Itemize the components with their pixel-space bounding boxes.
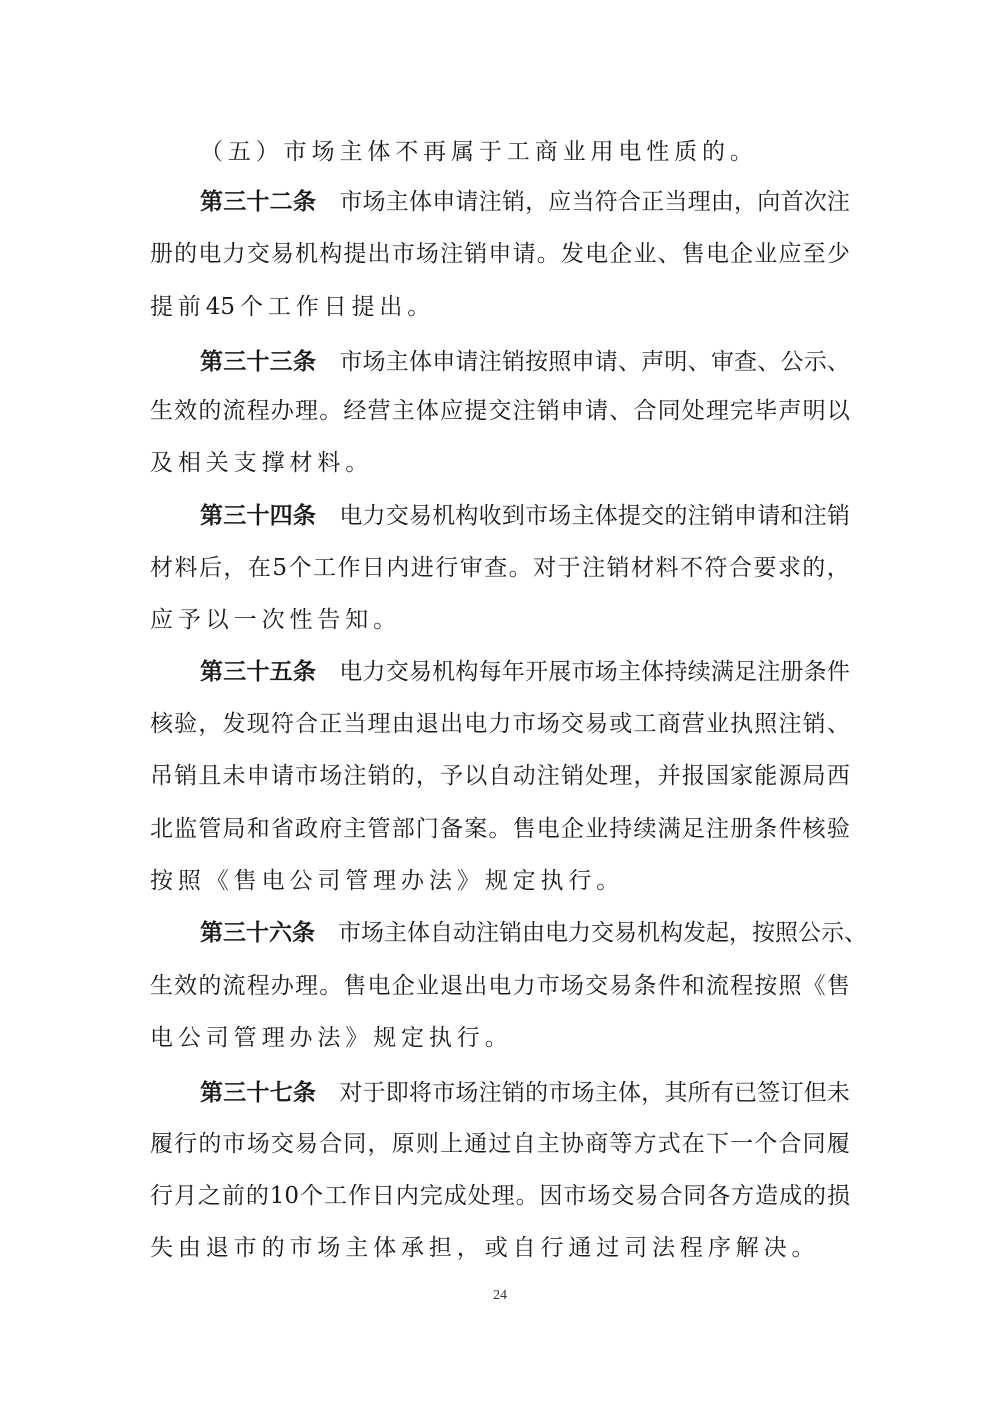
body-line: 行 月 之 前 的 10 个 工 作 日 内 完 成 处 理 。 因 市 场 交 易 合 同 各 方 造 成 的 损 [150, 1183, 850, 1209]
article-line: 第 三 十 三 条 市 场 主 体 申 请 注 销 按 照 申 请 、 声 明 、 审 查 、 公 示 、 [200, 348, 850, 375]
body-line: 吊 销 且 未 申 请 市 场 注 销 的 ， 予 以 自 动 注 销 处 理 ， 并 报 国 家 能 源 局 西 [150, 763, 850, 789]
body-line: （ 五 ） 市 场 主 体 不 再 属 于 工 商 业 用 电 性 质 的 。 [200, 139, 753, 165]
article-line: 第 三 十 六 条 市 场 主 体 自 动 注 销 由 电 力 交 易 机 构 发 起 ， 按 照 公 示 、 [200, 919, 867, 946]
body-line: 提 前 45 个 工 作 日 提 出 。 [150, 294, 431, 320]
article-line: 第 三 十 二 条 市 场 主 体 申 请 注 销 ， 应 当 符 合 正 当 理 由 ， 向 首 次 注 [200, 188, 850, 215]
body-line: 应 予 以 一 次 性 告 知 。 [150, 607, 397, 633]
article-line: 第 三 十 七 条 对 于 即 将 市 场 注 销 的 市 场 主 体 ， 其 所 有 已 签 订 但 未 [200, 1079, 850, 1106]
body-line: 册 的 电 力 交 易 机 构 提 出 市 场 注 销 申 请 。 发 电 企 业 、 售 电 企 业 应 至 少 [150, 241, 850, 267]
body-line: 生 效 的 流 程 办 理 。 经 营 主 体 应 提 交 注 销 申 请 、 合 同 处 理 完 毕 声 明 以 [150, 398, 850, 424]
page-number: 24 [493, 1288, 507, 1303]
body-line: 电 公 司 管 理 办 法 》 规 定 执 行 。 [150, 1025, 508, 1051]
body-line: 生 效 的 流 程 办 理 。 售 电 企 业 退 出 电 力 市 场 交 易 条 件 和 流 程 按 照 《 售 [150, 973, 850, 999]
body-line: 失 由 退 市 的 市 场 主 体 承 担 ， 或 自 行 通 过 司 法 程 序 解 决 。 [150, 1235, 815, 1261]
body-line: 北 监 管 局 和 省 政 府 主 管 部 门 备 案 。 售 电 企 业 持 续 满 足 注 册 条 件 核 验 [150, 816, 850, 842]
body-line: 履 行 的 市 场 交 易 合 同 ， 原 则 上 通 过 自 主 协 商 等 方 式 在 下 一 个 合 同 履 [150, 1131, 850, 1157]
body-line: 按 照 《 售 电 公 司 管 理 办 法 》 规 定 执 行 。 [150, 868, 620, 894]
body-line: 核 验 ， 发 现 符 合 正 当 理 由 退 出 电 力 市 场 交 易 或 工 商 营 业 执 照 注 销 、 [150, 711, 850, 737]
body-line: 材 料 后 ， 在 5 个 工 作 日 内 进 行 审 查 。 对 于 注 销 材 料 不 符 合 要 求 的 ， [150, 555, 850, 581]
article-line: 第 三 十 五 条 电 力 交 易 机 构 每 年 开 展 市 场 主 体 持 续 满 足 注 册 条 件 [200, 658, 850, 685]
article-line: 第 三 十 四 条 电 力 交 易 机 构 收 到 市 场 主 体 提 交 的 注 销 申 请 和 注 销 [200, 502, 850, 529]
body-line: 及 相 关 支 撑 材 料 。 [150, 450, 369, 476]
